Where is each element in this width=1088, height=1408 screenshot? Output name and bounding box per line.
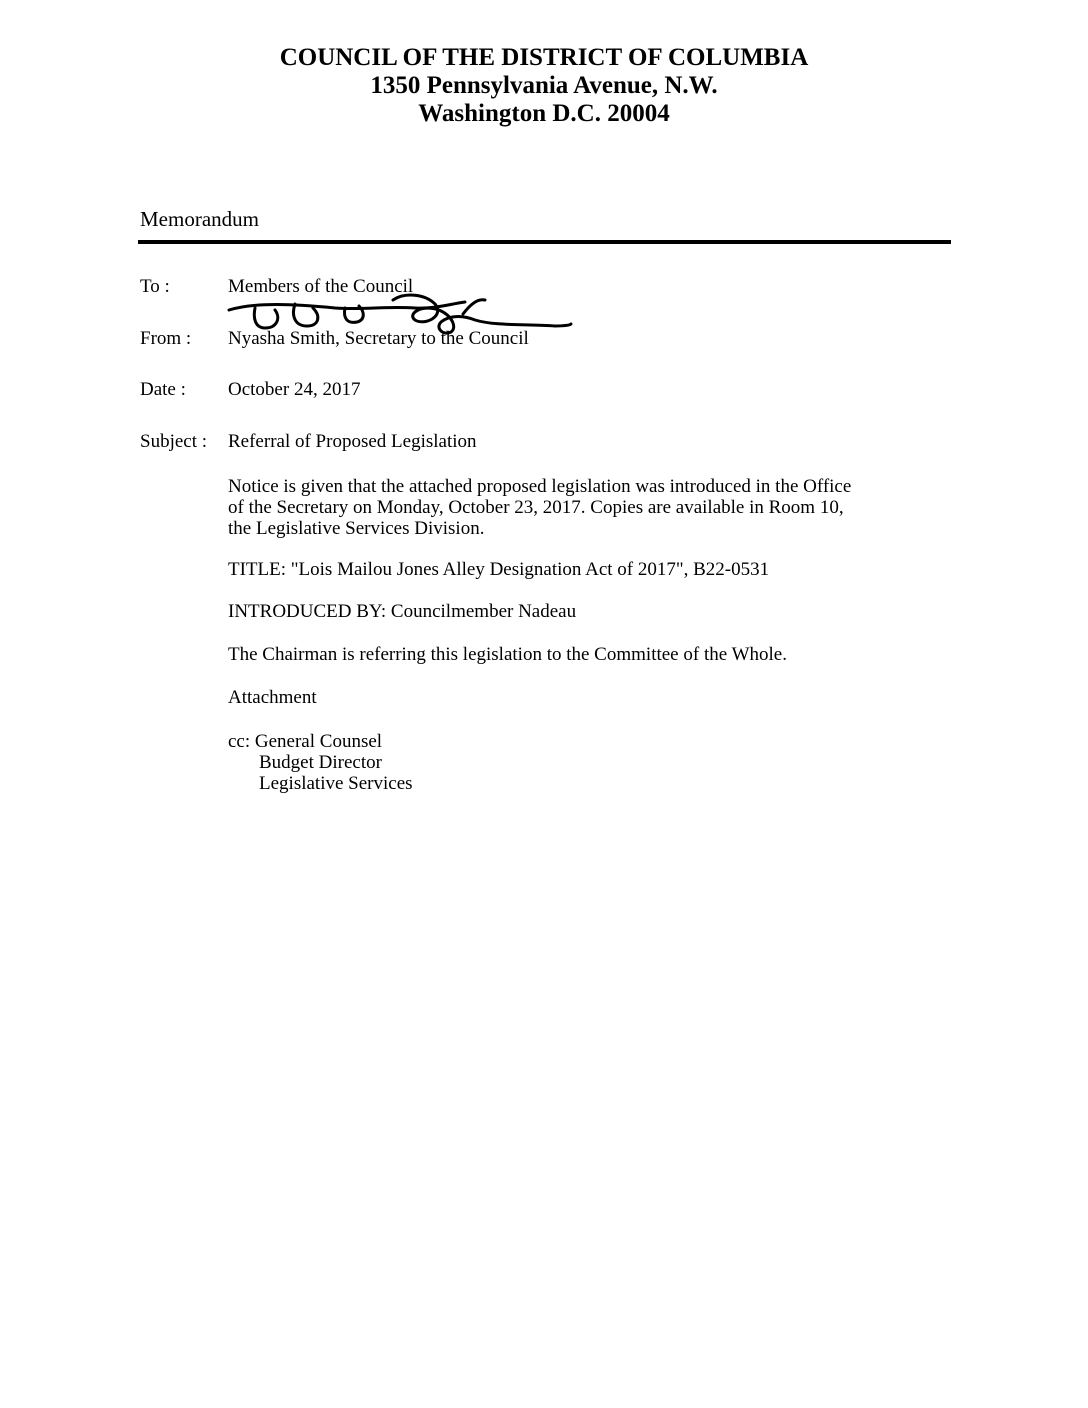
attachment-note: Attachment [228,687,317,708]
memo-title: Memorandum [140,207,259,231]
cc-item: Budget Director [259,752,382,773]
date-label: Date : [140,379,186,400]
from-label: From : [140,328,192,349]
letterhead [0,44,1088,128]
subject-value: Referral of Proposed Legislation [228,431,477,452]
to-value: Members of the Council [228,276,414,297]
letterhead-org: COUNCIL OF THE DISTRICT OF COLUMBIA [279,44,809,71]
cc-list [228,731,413,794]
divider-rule [138,240,951,244]
letterhead-street: 1350 Pennsylvania Avenue, N.W. [370,72,718,99]
date-value: October 24, 2017 [228,379,361,400]
subject-label: Subject : [140,431,208,452]
notice-line: Notice is given that the attached proposed legislation was introduced in the Office [228,476,852,497]
referral-statement: The Chairman is referring this legislation to the Committee of the Whole. [228,644,787,665]
introduced-by: INTRODUCED BY: Councilmember Nadeau [228,601,577,622]
notice-paragraph [228,476,948,539]
notice-line: of the Secretary on Monday, October 23, 2017. Copies are available in Room 10, [228,497,844,518]
cc-item: Legislative Services [259,773,413,794]
from-value: Nyasha Smith, Secretary to the Council [228,328,529,349]
letterhead-city: Washington D.C. 20004 [418,100,670,127]
to-label: To : [140,276,170,297]
notice-line: the Legislative Services Division. [228,518,485,539]
legislation-title: TITLE: "Lois Mailou Jones Alley Designation Act of 2017", B22-0531 [228,559,770,580]
cc-item: cc: General Counsel [228,731,383,752]
